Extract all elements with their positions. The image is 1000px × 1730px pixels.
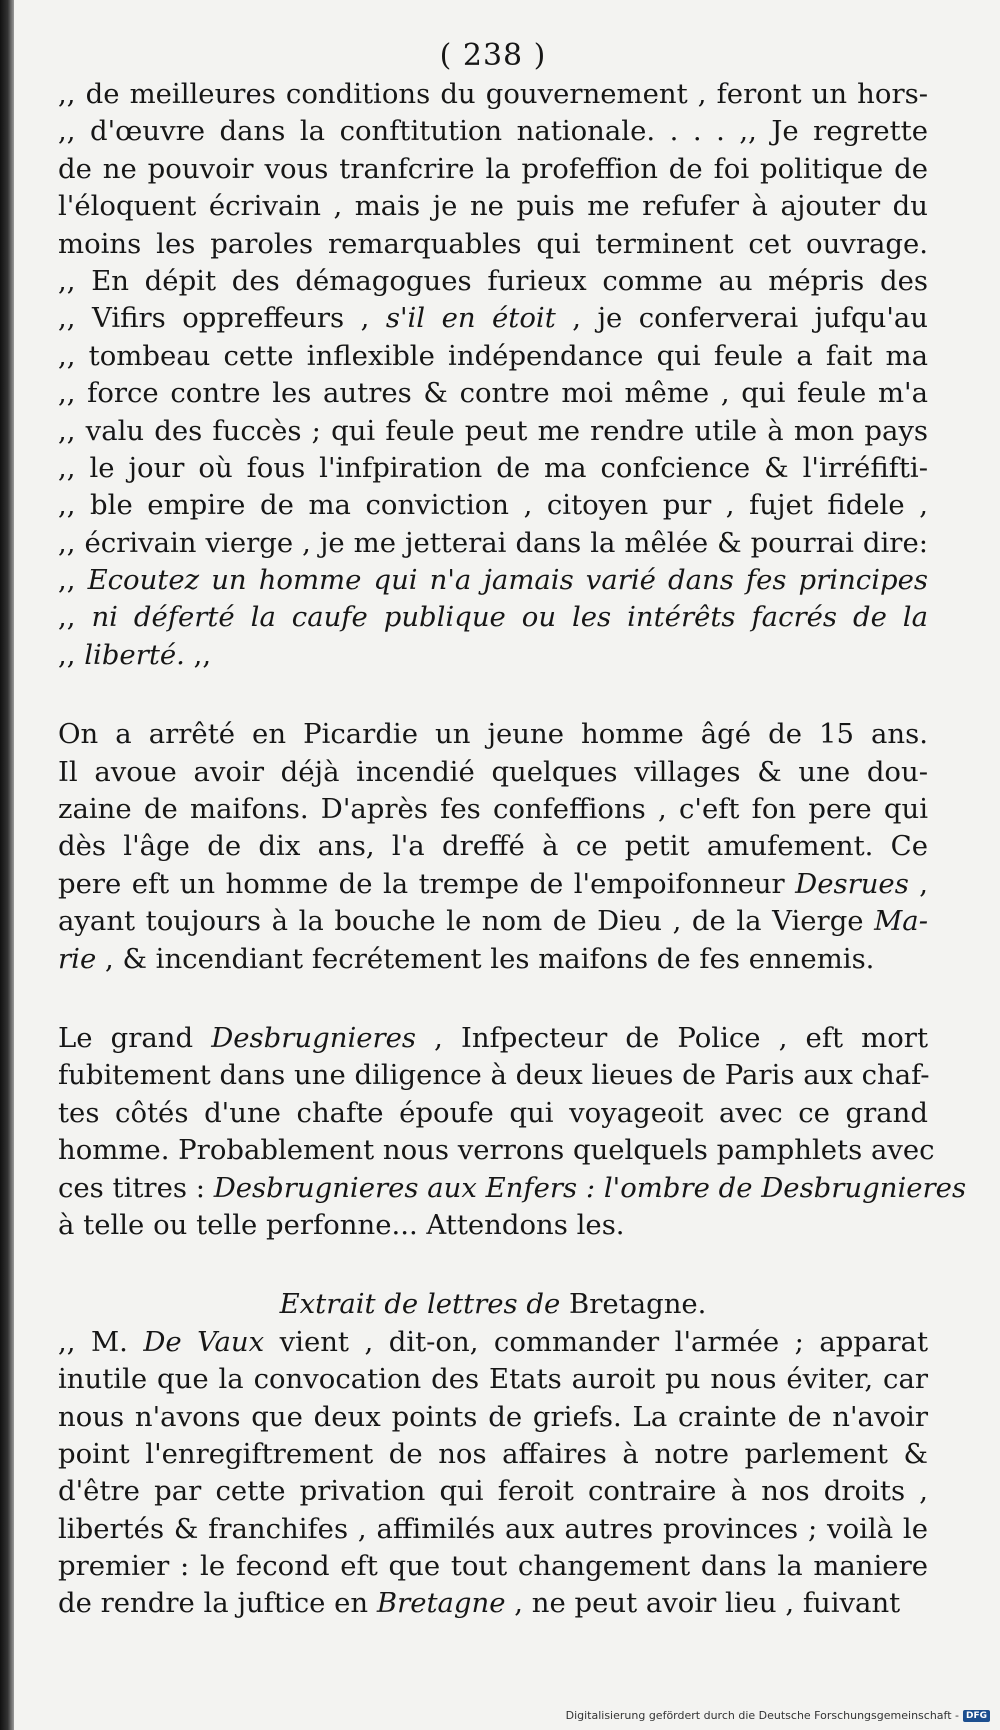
text-line: à telle ou telle perfonne... Attendons les. (58, 1208, 625, 1241)
italic-span: Extrait de lettres de (279, 1288, 561, 1321)
text-line: ,, ni déferté la caufe publique ou les intérêts facrés de la (58, 601, 928, 634)
text-line: ,, tombeau cette inflexible indépendance qui feule a fait ma (58, 339, 928, 372)
text-line: ,, d'œuvre dans la conftitution nationale. . . . ,, Je regrette (58, 115, 928, 148)
paragraph-gap (58, 674, 928, 716)
italic-span: Desbrugnieres aux Enfers : l'ombre de Desbrugnieres (213, 1171, 967, 1204)
page-body (58, 36, 967, 1623)
text-line: ,, liberté. ,, (58, 638, 212, 671)
text-line: ayant toujours à la bouche le nom de Dieu , de la Vierge Ma- (58, 905, 928, 938)
text-line: ,, valu des fuccès ; qui feule peut me rendre utile à mon pays (58, 414, 928, 447)
italic-span: s'il en étoit (385, 302, 556, 335)
text-line: ,, de meilleures conditions du gouvernement , feront un hors- (58, 78, 928, 110)
paragraph-desbrugnieres (58, 1020, 967, 1244)
text-line: de ne pouvoir vous tranfcrire la profeffion de foi politique de (58, 152, 928, 185)
text-line: pere eft un homme de la trempe de l'empoifonneur Desrues , (58, 867, 929, 900)
text-line: l'éloquent écrivain , mais je ne puis me refufer à ajouter du (58, 190, 928, 223)
digitization-footer (566, 1709, 990, 1722)
text-line: de rendre la juftice en Bretagne , ne peut avoir lieu , fuivant (58, 1587, 901, 1620)
italic-span: ni déferté la caufe publique ou les intérêts facrés de la (91, 601, 928, 634)
text-line: ,, En dépit des démagogues furieux comme au mépris des (58, 264, 928, 297)
text-line: fubitement dans une diligence à deux lieues de Paris aux chaf- (58, 1059, 930, 1092)
paragraph-bretagne (58, 1324, 928, 1623)
footer-text: Digitalisierung gefördert durch die Deutsche Forschungsgemeinschaft - (565, 1709, 959, 1722)
text-line: tes côtés d'une chafte époufe qui voyageoit avec ce grand (58, 1096, 928, 1129)
text-line: ces titres : Desbrugnieres aux Enfers : l'ombre de Desbrugnieres (58, 1171, 967, 1204)
italic-span: De Vaux (143, 1325, 265, 1358)
text-line: Le grand Desbrugnieres , Infpecteur de Police , eft mort (58, 1021, 928, 1054)
text-line: ,, le jour où fous l'infpiration de ma confcience & l'irréfifti- (58, 451, 928, 484)
text-line: ,, Ecoutez un homme qui n'a jamais varié dans fes principes (58, 564, 928, 597)
text-line: inutile que la convocation des Etats auroit pu nous éviter, car (58, 1363, 928, 1396)
text-line: ,, ble empire de ma conviction , citoyen pur , fujet fidele , (58, 489, 928, 522)
paragraph-picardie (58, 716, 928, 978)
text-line: ,, Vifirs oppreffeurs , s'il en étoit , je conferverai jufqu'au (58, 302, 928, 335)
section-heading-block (58, 1286, 928, 1323)
text-line: ,, écrivain vierge , je me jetterai dans la mêlée & pourrai dire: (58, 526, 928, 559)
text-line: homme. Probablement nous verrons quelquels pamphlets avec (58, 1134, 935, 1167)
binding-edge (0, 0, 14, 1730)
text-line: point l'enregiftrement de nos affaires à notre parlement & (58, 1437, 928, 1470)
section-heading: Extrait de lettres de Bretagne. (279, 1288, 707, 1321)
text-line: zaine de maifons. D'après fes confeffions , c'eft fon pere qui (58, 793, 928, 826)
italic-span: Ecoutez un homme qui n'a jamais varié dans fes principes (87, 564, 928, 597)
paragraph-gap (58, 978, 928, 1020)
italic-span: liberté. (84, 638, 185, 671)
italic-span: Bretagne (376, 1587, 506, 1620)
text-line: d'être par cette privation qui feroit contraire à nos droits , (58, 1475, 928, 1508)
text-line: ,, M. De Vaux vient , dit-on, commander l'armée ; apparat (58, 1325, 928, 1358)
dfg-logo: DFG (963, 1710, 990, 1722)
italic-span: Desbrugnieres (211, 1021, 417, 1054)
text-line: ,, force contre les autres & contre moi même , qui feule m'a (58, 377, 928, 410)
italic-span: Ma- (874, 905, 928, 938)
italic-span: rie (58, 942, 97, 975)
page-number: ( 238 ) (439, 38, 547, 73)
text-line: moins les paroles remarquables qui terminent cet ouvrage. (58, 227, 928, 260)
text-line: nous n'avons que deux points de griefs. La crainte de n'avoir (58, 1400, 928, 1433)
quote-block (58, 76, 928, 674)
text-line: premier : le fecond eft que tout changement dans la maniere (58, 1550, 928, 1583)
text-line: dès l'âge de dix ans, l'a dreffé à ce petit amufement. Ce (58, 830, 928, 863)
text-line: Il avoue avoir déjà incendié quelques villages & une dou- (58, 755, 928, 788)
text-line: rie , & incendiant fecrétement les maifons de fes ennemis. (58, 942, 875, 975)
text-line: libertés & franchifes , affimilés aux autres provinces ; voilà le (58, 1512, 928, 1545)
text-line: On a arrêté en Picardie un jeune homme âgé de 15 ans. (58, 718, 928, 751)
italic-span: Desrues (795, 867, 909, 900)
paragraph-gap (58, 1244, 928, 1286)
